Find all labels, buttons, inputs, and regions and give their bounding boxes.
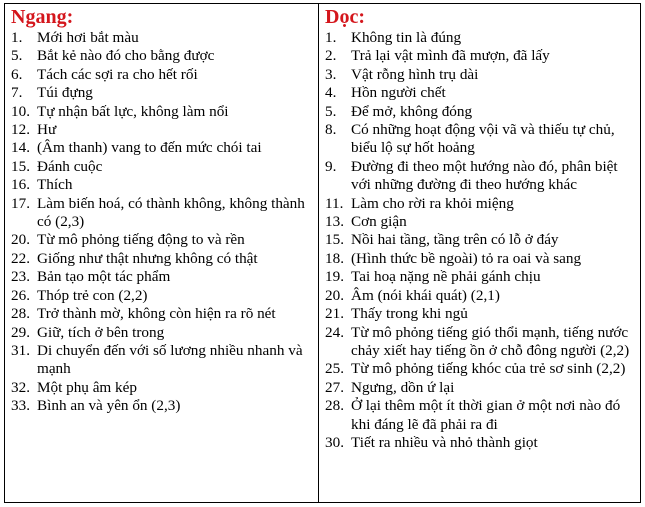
down-clue-list <box>325 29 634 452</box>
down-clue <box>325 231 634 249</box>
clue-text: Làm cho rời ra khỏi miệng <box>351 194 514 212</box>
clue-number: 27. <box>325 378 344 396</box>
down-clue <box>325 250 634 268</box>
across-clue-list <box>11 29 312 416</box>
clue-text: (Hình thức bề ngoài) tỏ ra oai và sang <box>351 249 582 267</box>
clue-text: Đường đi theo một hướng nào đó, phân biệt với những đường đi theo hướng khác <box>351 157 618 194</box>
clue-text: Âm (nói khái quát) (2,1) <box>351 286 500 304</box>
across-clue <box>11 397 312 415</box>
across-clue <box>11 324 312 342</box>
clue-text: Thích <box>37 176 73 194</box>
clue-text: Từ mô phỏng tiếng động to và rền <box>37 231 245 249</box>
across-clue <box>11 84 312 102</box>
down-clue <box>325 84 634 102</box>
clue-number: 22. <box>11 249 30 267</box>
down-column <box>319 4 640 502</box>
across-clue <box>11 66 312 84</box>
across-clue <box>11 379 312 397</box>
down-clue <box>325 434 634 452</box>
clue-number: 17. <box>11 194 30 212</box>
clue-number: 25. <box>325 360 344 378</box>
clue-number: 31. <box>11 341 30 359</box>
clue-text: Cơn giận <box>351 213 407 231</box>
across-clue <box>11 176 312 194</box>
clue-number: 30. <box>325 433 344 451</box>
down-clue <box>325 195 634 213</box>
clue-number: 24. <box>325 323 344 341</box>
clue-text: Mới hơi bắt màu <box>37 29 139 46</box>
clue-number: 8. <box>325 121 337 139</box>
clue-number: 13. <box>325 213 344 231</box>
clue-number: 28. <box>11 305 30 323</box>
across-clue <box>11 158 312 176</box>
clue-number: 32. <box>11 378 30 396</box>
clue-number: 23. <box>11 268 30 286</box>
across-clue <box>11 268 312 286</box>
clue-text: (Âm thanh) vang to đến mức chói tai <box>37 139 262 157</box>
down-clue <box>325 379 634 397</box>
clue-text: Di chuyển đến với số lương nhiều nhanh và mạnh <box>37 341 303 378</box>
clue-text: Ngưng, dồn ứ lại <box>351 378 455 396</box>
across-clue <box>11 47 312 65</box>
clue-text: Tự nhận bất lực, không làm nổi <box>37 102 229 120</box>
down-clue <box>325 158 634 195</box>
clue-number: 33. <box>11 397 30 415</box>
clue-number: 3. <box>325 65 337 83</box>
across-clue <box>11 342 312 379</box>
across-clue <box>11 250 312 268</box>
clue-number: 6. <box>11 65 23 83</box>
down-clue <box>325 360 634 378</box>
clue-text: Đánh cuộc <box>37 157 103 175</box>
clue-text: Giữ, tích ở bên trong <box>37 323 165 341</box>
clue-number: 11. <box>325 194 344 212</box>
clue-text: Bắt kẻ nào đó cho bằng được <box>37 47 215 65</box>
clue-number: 7. <box>11 84 23 102</box>
clue-text: Thóp trẻ con (2,2) <box>37 286 148 304</box>
across-clue <box>11 231 312 249</box>
down-clue <box>325 397 634 434</box>
clue-number: 4. <box>325 84 337 102</box>
clue-text: Bình an và yên ổn (2,3) <box>37 397 181 415</box>
clue-text: Tiết ra nhiều và nhỏ thành giọt <box>351 433 538 451</box>
clue-text: Bản tạo một tác phẩm <box>37 268 171 286</box>
clue-number: 1. <box>11 29 23 46</box>
across-clue <box>11 29 312 47</box>
clue-text: Trở thành mờ, không còn hiện ra rõ nét <box>37 305 276 323</box>
clue-number: 12. <box>11 121 30 139</box>
clue-text: Vật rỗng hình trụ dài <box>351 65 479 83</box>
clue-number: 2. <box>325 47 337 65</box>
across-clue <box>11 121 312 139</box>
down-clue <box>325 121 634 158</box>
across-clue <box>11 195 312 232</box>
clue-text: Tai hoạ nặng nề phải gánh chịu <box>351 268 541 286</box>
clue-text: Hồn người chết <box>351 84 446 102</box>
clue-text: Không tin là đúng <box>351 29 462 46</box>
clue-number: 20. <box>11 231 30 249</box>
clue-number: 21. <box>325 305 344 323</box>
clue-number: 10. <box>11 102 30 120</box>
clue-number: 19. <box>325 268 344 286</box>
clue-number: 1. <box>325 29 337 46</box>
across-clue <box>11 305 312 323</box>
down-clue <box>325 213 634 231</box>
clue-number: 26. <box>11 286 30 304</box>
clue-number: 20. <box>325 286 344 304</box>
clue-text: Túi đựng <box>37 84 93 102</box>
clue-text: Thấy trong khi ngủ <box>351 305 468 323</box>
across-column <box>5 4 319 502</box>
down-clue <box>325 305 634 323</box>
clue-number: 29. <box>11 323 30 341</box>
clue-text: Có những hoạt động vội vã và thiếu tự chủ, biểu lộ sự hốt hoảng <box>351 121 615 157</box>
clue-number: 16. <box>11 176 30 194</box>
down-clue <box>325 287 634 305</box>
down-clue <box>325 268 634 286</box>
across-clue <box>11 287 312 305</box>
clue-text: Từ mô phỏng tiếng khóc của trẻ sơ sinh (2,2) <box>351 360 626 378</box>
down-clue <box>325 47 634 65</box>
crossword-clue-table <box>4 3 641 503</box>
clue-text: Nồi hai tầng, tầng trên có lỗ ở đáy <box>351 231 559 249</box>
across-heading: Ngang: <box>11 6 74 28</box>
clue-number: 9. <box>325 157 337 175</box>
clue-text: Ở lại thêm một ít thời gian ở một nơi nào đó khi đáng lẽ đã phải ra đi <box>351 397 621 433</box>
down-clue <box>325 103 634 121</box>
across-clue <box>11 103 312 121</box>
clue-text: Giống như thật nhưng không có thật <box>37 249 258 267</box>
clue-number: 14. <box>11 139 30 157</box>
across-clue <box>11 139 312 157</box>
clue-text: Làm biến hoá, có thành không, không thành có (2,3) <box>37 194 305 231</box>
clue-number: 5. <box>325 102 337 120</box>
clue-number: 15. <box>325 231 344 249</box>
clue-text: Một phụ âm kép <box>37 378 137 396</box>
clue-text: Trả lại vật mình đã mượn, đã lấy <box>351 47 550 65</box>
clue-number: 18. <box>325 249 344 267</box>
clue-number: 5. <box>11 47 23 65</box>
clue-number: 15. <box>11 157 30 175</box>
clue-text: Hư <box>37 121 57 139</box>
down-clue <box>325 29 634 47</box>
clue-text: Từ mô phỏng tiếng gió thổi mạnh, tiếng nước chảy xiết hay tiếng ồn ở chỗ đông người (2,2) <box>351 323 630 359</box>
clue-number: 28. <box>325 397 344 415</box>
down-clue <box>325 66 634 84</box>
down-heading: Dọc: <box>325 6 365 28</box>
down-clue <box>325 324 634 361</box>
clue-text: Tách các sợi ra cho hết rối <box>37 65 198 83</box>
clue-text: Để mở, không đóng <box>351 102 473 120</box>
